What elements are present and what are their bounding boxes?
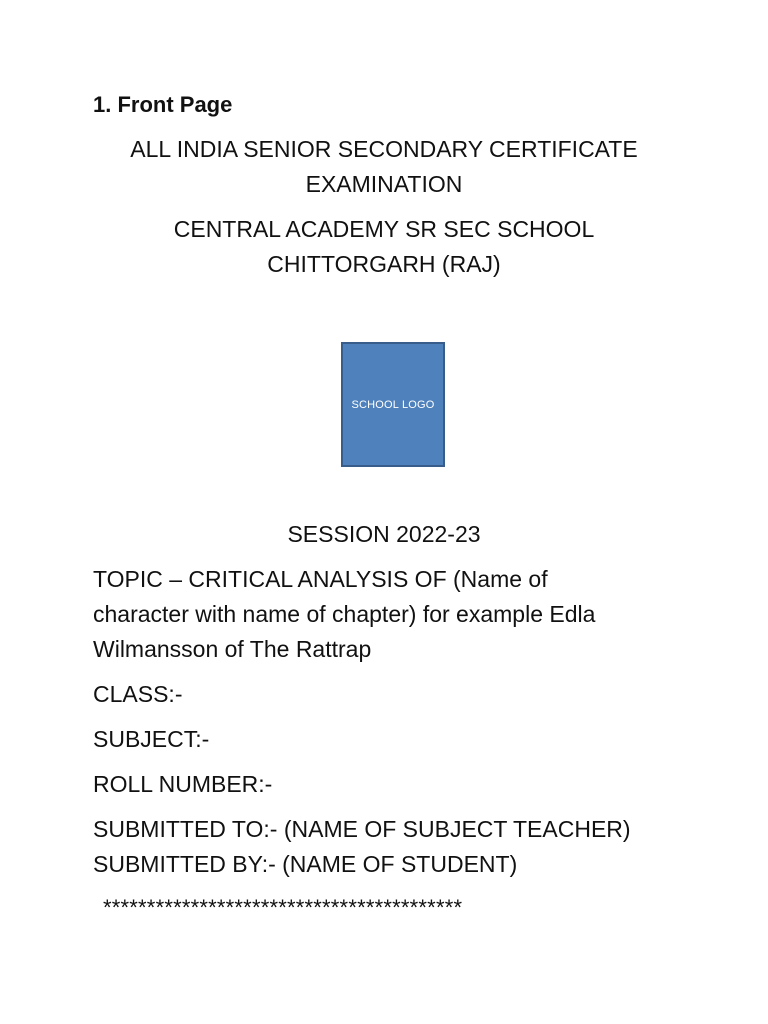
school-name-line-2: CHITTORGARH (RAJ)	[267, 251, 501, 277]
school-name-line-1: CENTRAL ACADEMY SR SEC SCHOOL	[173, 216, 595, 242]
class-field: CLASS:-	[93, 681, 183, 707]
asterisk-separator: *****************************************	[103, 895, 463, 920]
submitted-by-field: SUBMITTED BY:- (NAME OF STUDENT)	[93, 851, 518, 877]
topic-line-1: TOPIC – CRITICAL ANALYSIS OF (Name of	[93, 566, 548, 592]
topic-line-2: character with name of chapter) for example Edla	[93, 601, 596, 627]
section-heading: 1. Front Page	[93, 92, 233, 117]
exam-title-line-1: ALL INDIA SENIOR SECONDARY CERTIFICATE	[130, 136, 638, 162]
exam-title-line-2: EXAMINATION	[305, 171, 463, 197]
topic-line-3: Wilmansson of The Rattrap	[93, 636, 372, 662]
subject-field: SUBJECT:-	[93, 726, 210, 752]
session-line: SESSION 2022-23	[287, 521, 481, 547]
school-logo-placeholder	[341, 342, 445, 467]
school-logo-label: SCHOOL LOGO	[351, 398, 435, 411]
roll-number-field: ROLL NUMBER:-	[93, 771, 273, 797]
submitted-to-field: SUBMITTED TO:- (NAME OF SUBJECT TEACHER)	[93, 816, 631, 842]
